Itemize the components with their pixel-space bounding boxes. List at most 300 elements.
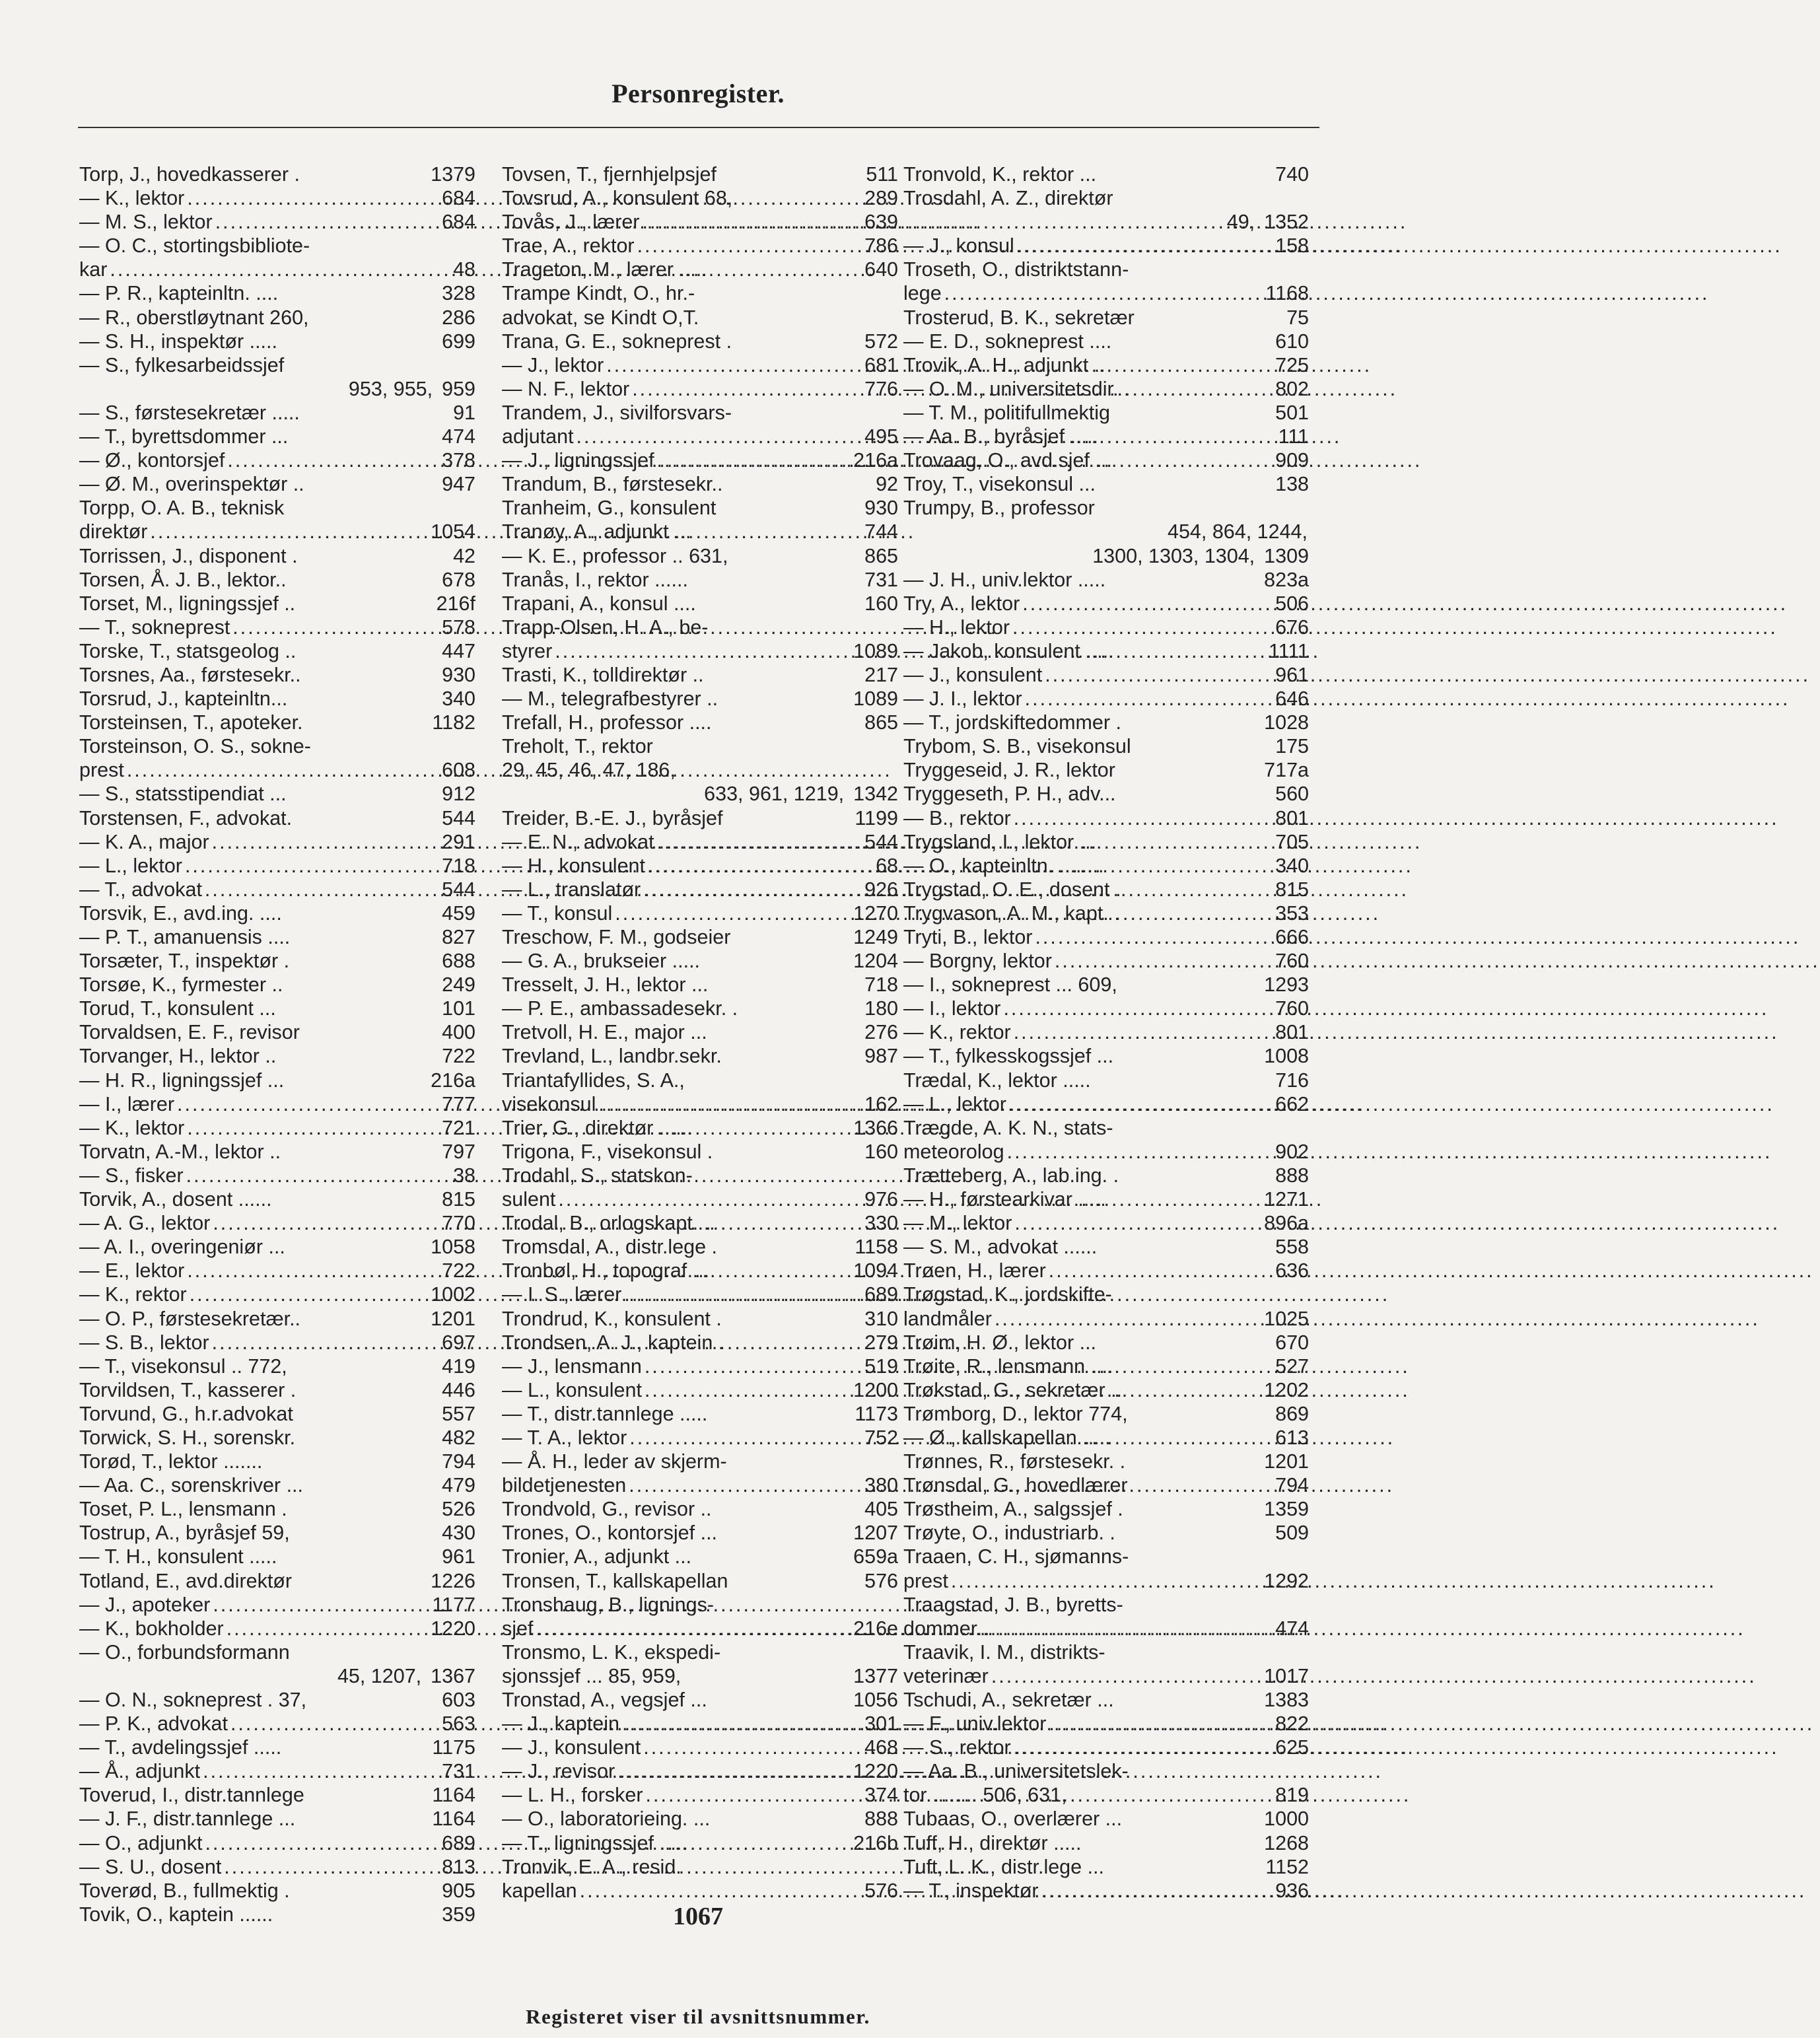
entry-text: — J., apoteker	[79, 1593, 211, 1616]
index-entry	[502, 186, 898, 210]
entry-section-number: 48	[453, 258, 475, 281]
index-entry	[502, 782, 898, 806]
dot-leader	[629, 1473, 862, 1497]
entry-text: Trovaag, O., avd.sjef ...	[903, 449, 1112, 472]
entry-text: Tronier, A., adjunkt ...	[502, 1545, 692, 1568]
dot-leader	[1045, 663, 1273, 687]
entry-section-number: 725	[1275, 353, 1309, 376]
index-entry	[502, 425, 898, 448]
entry-section-number: 926	[864, 878, 898, 901]
index-entry	[903, 1569, 1309, 1593]
index-entry	[903, 997, 1309, 1020]
entry-text: — T., avdelingssjef .....	[79, 1736, 282, 1759]
entry-text: Torsæter, T., inspektør .	[79, 950, 290, 973]
entry-text: — P. E., ambassadesekr. .	[502, 997, 738, 1020]
entry-text: Tronsen, T., kallskapellan	[502, 1569, 728, 1592]
index-entry	[502, 639, 898, 663]
entry-section-number: 578	[442, 615, 475, 639]
entry-text: Tubaas, O., overlærer ...	[903, 1808, 1123, 1831]
entry-section-number: 1025	[1264, 1307, 1309, 1330]
index-entry	[79, 1426, 475, 1450]
index-entry-line: Trosdahl, A. Z., direktør	[903, 187, 1113, 210]
index-entry	[903, 1187, 1309, 1211]
index-entry	[903, 615, 1309, 639]
dot-leader	[230, 1712, 439, 1736]
entry-section-number: 639	[864, 211, 898, 234]
entry-section-number: 777	[442, 1092, 475, 1115]
entry-text: Torsrud, J., kapteinltn...	[79, 687, 288, 711]
entry-section-number: 175	[1275, 735, 1309, 758]
index-entry	[502, 901, 898, 925]
index-entry	[903, 1402, 1309, 1426]
entry-section-number: 888	[864, 1808, 898, 1831]
entry-section-number: 718	[442, 854, 475, 877]
index-entry	[903, 306, 1309, 330]
dot-leader	[645, 1354, 862, 1378]
dot-leader	[615, 901, 851, 925]
index-entry	[903, 1664, 1309, 1688]
entry-section-number: 608	[442, 759, 475, 782]
index-entry	[502, 544, 898, 568]
index-entry	[79, 1879, 475, 1903]
entry-text: — I., lærer	[79, 1092, 175, 1115]
index-entry	[903, 1426, 1309, 1450]
entry-text: — J., konsulent	[903, 663, 1043, 686]
dot-leader	[1014, 1736, 1273, 1759]
index-entry	[903, 568, 1309, 592]
entry-section-number: 340	[442, 687, 475, 711]
index-entry	[903, 1307, 1309, 1331]
index-entry-line: Tronvik, E. A., resid.	[502, 1855, 682, 1878]
entry-text: Torsøe, K., fyrmester ..	[79, 973, 283, 997]
entry-text: Trondrud, K., konsulent .	[502, 1307, 722, 1330]
index-entry	[903, 758, 1309, 782]
dot-leader	[177, 1092, 439, 1116]
index-entry	[903, 1259, 1309, 1283]
entry-text: Trasti, K., tolldirektør ..	[502, 663, 704, 686]
entry-section-number: 744	[864, 520, 898, 544]
dot-leader	[648, 854, 873, 878]
index-entry	[79, 1307, 475, 1331]
index-entry	[502, 234, 898, 258]
entry-section-number: 276	[864, 1021, 898, 1044]
dot-leader	[1055, 949, 1273, 973]
index-entry-line: Tronshaug, B., lignings-	[502, 1593, 714, 1616]
entry-text: Toverud, I., distr.tannlege	[79, 1784, 304, 1807]
entry-text: — J., lensmann	[502, 1354, 642, 1378]
entry-section-number: 684	[442, 211, 475, 234]
entry-text: — I., lektor	[903, 997, 1001, 1020]
entry-section-number: 353	[1275, 901, 1309, 925]
index-entry	[502, 830, 898, 854]
entry-section-number: 1220	[431, 1617, 475, 1640]
dot-leader	[212, 1331, 439, 1354]
entry-section-number: 718	[864, 973, 898, 997]
entry-text: — H., konsulent	[502, 854, 645, 877]
entry-text: — Aa. C., sorenskriver ...	[79, 1474, 303, 1497]
dot-leader	[187, 1116, 439, 1140]
entry-section-number: 216a	[431, 1069, 475, 1092]
entry-text: Trøyte, O., industriarb. .	[903, 1522, 1115, 1545]
index-entry	[79, 878, 475, 901]
entry-section-number: 689	[442, 1831, 475, 1854]
entry-text: — O. N., sokneprest . 37,	[79, 1689, 307, 1711]
dot-leader	[558, 1187, 862, 1211]
dot-leader	[205, 878, 439, 901]
entry-text: — T. A., lektor	[502, 1426, 627, 1449]
entry-section-number: 699	[442, 330, 475, 353]
entry-section-number: 563	[442, 1712, 475, 1736]
index-entry	[502, 1879, 898, 1903]
index-entry	[502, 1831, 898, 1855]
index-entry	[502, 663, 898, 687]
index-entry	[79, 1831, 475, 1855]
entry-text: — J., revisor	[502, 1760, 615, 1783]
entry-text: visekonsul	[502, 1092, 596, 1115]
index-entry	[79, 1545, 475, 1568]
entry-text: — A. G., lektor	[79, 1212, 211, 1235]
entry-text: — K. A., major	[79, 830, 209, 853]
entry-text: — T., jordskiftedommer .	[903, 711, 1121, 734]
index-entry	[79, 401, 475, 425]
index-entry	[903, 925, 1309, 949]
index-entry	[903, 1807, 1309, 1831]
entry-text: Tovsrud, A., konsulent 68,	[502, 187, 733, 210]
entry-section-number: 1292	[1264, 1569, 1309, 1592]
entry-text: — T. M., politifullmektig	[903, 401, 1110, 424]
entry-section-number: 823a	[1264, 568, 1309, 591]
entry-text: sjef	[502, 1617, 534, 1640]
entry-section-number: 1201	[431, 1307, 475, 1330]
entry-text: — Aa. B., byråsjef .....	[903, 425, 1098, 448]
entry-text: — S. U., dosent	[79, 1855, 222, 1878]
index-entry	[79, 1020, 475, 1044]
entry-text: — M. S., lektor	[79, 211, 213, 234]
page-title: Personregister.	[612, 79, 785, 108]
index-entry-line: Trampe Kindt, O., hr.-	[502, 282, 695, 305]
index-entry	[79, 782, 475, 806]
entry-text: — S. B., lektor	[79, 1331, 209, 1354]
index-entry	[79, 997, 475, 1020]
dot-leader	[190, 1283, 428, 1306]
entry-section-number: 160	[864, 1140, 898, 1163]
dot-leader	[110, 258, 450, 281]
entry-text: — E., lektor	[79, 1259, 185, 1283]
entry-section-number: 1202	[1264, 1378, 1309, 1401]
entry-section-number: 722	[442, 1259, 475, 1283]
dot-leader	[657, 448, 851, 472]
dot-leader	[227, 1617, 428, 1640]
dot-leader	[205, 1831, 439, 1855]
entry-section-number: 1352	[1264, 211, 1309, 234]
index-entry-line: 454, 864, 1244,	[1168, 520, 1308, 544]
entry-text: Torset, M., ligningssjef ..	[79, 592, 296, 615]
index-entry	[903, 448, 1309, 472]
entry-section-number: 813	[442, 1855, 475, 1878]
index-entry	[502, 854, 898, 878]
index-entry	[502, 496, 898, 520]
index-entry	[903, 1140, 1309, 1164]
entry-section-number: 947	[442, 473, 475, 496]
entry-text: — S., rektor	[903, 1736, 1011, 1759]
index-entry	[502, 162, 898, 186]
index-entry	[79, 758, 475, 782]
index-entry	[502, 568, 898, 592]
index-entry	[502, 878, 898, 901]
index-entry	[79, 806, 475, 830]
entry-text: Trae, A., rektor	[502, 234, 635, 258]
index-entry-line: Trodahl, S., statskon-	[502, 1164, 693, 1187]
entry-section-number: 689	[864, 1283, 898, 1306]
entry-section-number: 576	[864, 1879, 898, 1902]
entry-section-number: 378	[442, 449, 475, 472]
dot-leader	[224, 1855, 439, 1879]
entry-text: — T., ligningssjef .....	[502, 1831, 687, 1854]
entry-text: Torvund, G., h.r.advokat	[79, 1402, 293, 1425]
entry-section-number: 930	[442, 663, 475, 686]
entry-text: Trefall, H., professor ....	[502, 711, 712, 734]
entry-section-number: 640	[864, 258, 898, 281]
entry-text: Tresselt, J. H., lektor ...	[502, 973, 709, 997]
entry-section-number: 717a	[1264, 759, 1309, 782]
index-entry	[502, 1307, 898, 1331]
index-entry	[79, 663, 475, 687]
entry-text: Torvanger, H., lektor ..	[79, 1045, 277, 1068]
entry-section-number: 976	[864, 1188, 898, 1211]
index-entry	[79, 258, 475, 281]
dot-leader	[227, 448, 439, 472]
entry-text: — Ø. M., overinspektør ..	[79, 473, 304, 496]
entry-section-number: 359	[442, 1903, 475, 1926]
entry-text: Trømborg, D., lektor 774,	[903, 1402, 1128, 1425]
dot-leader	[624, 1283, 862, 1306]
dot-leader	[598, 1092, 862, 1116]
entry-text: Tryggeseth, P. H., adv...	[903, 783, 1116, 806]
index-entry	[903, 1044, 1309, 1068]
entry-text: Troy, T., visekonsul ...	[903, 473, 1096, 496]
index-entry	[79, 377, 475, 401]
entry-text: — L., lektor	[79, 854, 182, 877]
index-entry	[903, 1331, 1309, 1354]
index-entry	[502, 1569, 898, 1593]
entry-section-number: 468	[864, 1736, 898, 1759]
entry-section-number: 544	[864, 830, 898, 853]
index-entry	[79, 615, 475, 639]
entry-section-number: 160	[864, 592, 898, 615]
entry-text: Trygsland, I., lektor ...	[903, 830, 1097, 853]
entry-section-number: 1200	[853, 1378, 898, 1401]
entry-section-number: 330	[864, 1212, 898, 1235]
entry-text: Torsnes, Aa., førstesekr..	[79, 663, 301, 686]
entry-text: — Borgny, lektor	[903, 950, 1052, 973]
entry-text: — S. H., inspektør .....	[79, 330, 277, 353]
dot-leader	[995, 1307, 1261, 1331]
entry-text: Tovik, O., kaptein ......	[79, 1903, 273, 1926]
entry-section-number: 740	[1275, 163, 1309, 186]
entry-text: 45, 1207,	[337, 1664, 422, 1687]
entry-section-number: 1089	[853, 687, 898, 711]
index-entry	[502, 1044, 898, 1068]
entry-section-number: 815	[442, 1188, 475, 1211]
entry-section-number: 38	[453, 1164, 475, 1187]
entry-section-number: 138	[1275, 473, 1309, 496]
index-entry-line: Torpp, O. A. B., teknisk	[79, 497, 285, 520]
index-entry	[903, 1450, 1309, 1473]
entry-section-number: 447	[442, 639, 475, 662]
entry-text: Totland, E., avd.direktør	[79, 1569, 293, 1592]
dot-leader	[1003, 997, 1273, 1020]
index-entry	[502, 1617, 898, 1640]
entry-text: meteorolog	[903, 1140, 1004, 1163]
entry-section-number: 42	[453, 544, 475, 567]
index-entry	[79, 1593, 475, 1617]
entry-section-number: 721	[442, 1116, 475, 1139]
entry-section-number: 526	[442, 1498, 475, 1521]
index-entry	[903, 1688, 1309, 1712]
index-entry	[502, 1688, 898, 1712]
dot-leader	[1041, 1879, 1273, 1903]
entry-section-number: 1383	[1264, 1689, 1309, 1711]
index-entry	[79, 1759, 475, 1783]
dot-leader	[622, 1712, 862, 1736]
page-number: 1067	[673, 1903, 723, 1930]
entry-text: — M., lektor	[903, 1212, 1012, 1235]
entry-section-number: 501	[1275, 401, 1309, 424]
entry-section-number: 474	[1275, 1617, 1309, 1640]
index-entry	[79, 1664, 475, 1688]
entry-section-number: 681	[864, 353, 898, 376]
index-entry	[502, 1473, 898, 1497]
entry-section-number: 1204	[853, 950, 898, 973]
entry-section-number: 180	[864, 997, 898, 1020]
entry-section-number: 482	[442, 1426, 475, 1449]
entry-section-number: 731	[442, 1760, 475, 1783]
index-entry	[79, 1712, 475, 1736]
entry-section-number: 1028	[1264, 711, 1309, 734]
index-entry	[79, 901, 475, 925]
dot-leader	[555, 639, 851, 663]
dot-leader	[1014, 1020, 1273, 1044]
index-entry	[79, 448, 475, 472]
entry-text: Tretvoll, H. E., major ...	[502, 1021, 707, 1044]
entry-text: Tranøy, A., adjunkt ...	[502, 520, 691, 544]
entry-section-number: 111	[1278, 425, 1309, 448]
index-entry	[79, 1259, 475, 1283]
index-entry	[903, 1617, 1309, 1640]
index-entry	[79, 1688, 475, 1712]
index-entry	[79, 1331, 475, 1354]
entry-text: — E. D., sokneprest ....	[903, 330, 1112, 353]
index-entry	[903, 1497, 1309, 1521]
entry-section-number: 697	[442, 1331, 475, 1354]
entry-section-number: 613	[1275, 1426, 1309, 1449]
entry-section-number: 544	[442, 878, 475, 901]
entry-section-number: 610	[1275, 330, 1309, 353]
index-entry	[502, 1259, 898, 1283]
index-entry	[502, 1020, 898, 1044]
entry-text: kar	[79, 258, 108, 281]
entry-text: bildetjenesten	[502, 1474, 627, 1497]
dot-leader	[150, 520, 428, 544]
entry-section-number: 930	[864, 497, 898, 520]
entry-text: dommer	[903, 1617, 977, 1640]
entry-section-number: 576	[864, 1569, 898, 1592]
entry-section-number: 474	[442, 425, 475, 448]
entry-text: — F., univ.lektor	[903, 1712, 1047, 1736]
index-entry	[502, 1354, 898, 1378]
entry-section-number: 1201	[1264, 1450, 1309, 1473]
index-entry	[79, 1092, 475, 1116]
entry-section-number: 802	[1275, 377, 1309, 400]
entry-section-number: 380	[864, 1474, 898, 1497]
index-entry	[79, 1378, 475, 1402]
entry-section-number: 1293	[1264, 973, 1309, 997]
entry-section-number: 328	[442, 282, 475, 305]
entry-section-number: 374	[864, 1784, 898, 1807]
index-entry	[502, 1140, 898, 1164]
index-entry	[903, 472, 1309, 496]
index-entry	[502, 711, 898, 734]
entry-text: — Å., adjunkt	[79, 1760, 201, 1783]
entry-text: — I., sokneprest ... 609,	[903, 973, 1117, 997]
index-entry	[79, 687, 475, 711]
index-entry	[502, 520, 898, 544]
index-entry	[502, 949, 898, 973]
entry-text: Trapani, A., konsul ....	[502, 592, 696, 615]
entry-text: Torrissen, J., disponent .	[79, 544, 298, 567]
entry-section-number: 731	[864, 568, 898, 591]
entry-text: Trætteberg, A., lab.ing. .	[903, 1164, 1119, 1187]
entry-text: direktør	[79, 520, 148, 544]
index-entry	[502, 377, 898, 401]
entry-section-number: 1207	[853, 1522, 898, 1545]
entry-section-number: 1249	[853, 926, 898, 948]
entry-section-number: 291	[442, 830, 475, 853]
index-entry	[903, 1211, 1309, 1235]
index-entry	[502, 806, 898, 830]
entry-section-number: 158	[1275, 234, 1309, 258]
entry-section-number: 603	[442, 1689, 475, 1711]
entry-section-number: 625	[1275, 1736, 1309, 1759]
entry-section-number: 162	[864, 1092, 898, 1115]
entry-section-number: 1177	[432, 1593, 475, 1616]
index-entry	[502, 258, 898, 281]
index-entry-line: Traavik, I. M., distrikts-	[903, 1640, 1105, 1664]
index-entry	[502, 973, 898, 997]
entry-text: sulent	[502, 1188, 556, 1211]
index-entry-line: Treholt, T., rektor	[502, 735, 653, 758]
index-entry	[79, 1736, 475, 1759]
entry-section-number: 987	[864, 1045, 898, 1068]
index-entry	[903, 401, 1309, 425]
dot-leader	[215, 210, 439, 234]
entry-text: Torsteinsen, T., apoteker.	[79, 711, 303, 734]
index-entry	[903, 830, 1309, 854]
entry-section-number: 752	[864, 1426, 898, 1449]
entry-text: Trøen, H., lærer	[903, 1259, 1046, 1283]
index-entry	[903, 1783, 1309, 1807]
entry-text: Tovås, J., lærer	[502, 211, 640, 234]
entry-text: — T., fylkesskogssjef ...	[903, 1045, 1114, 1068]
entry-text: Torp, J., hovedkasserer .	[79, 163, 300, 186]
dot-leader	[617, 1759, 851, 1783]
dot-leader	[127, 758, 439, 782]
dot-leader	[1007, 1140, 1273, 1164]
dot-leader	[187, 1259, 439, 1283]
entry-text: — T., sokneprest	[79, 615, 230, 639]
index-entry	[79, 925, 475, 949]
index-entry	[502, 210, 898, 234]
